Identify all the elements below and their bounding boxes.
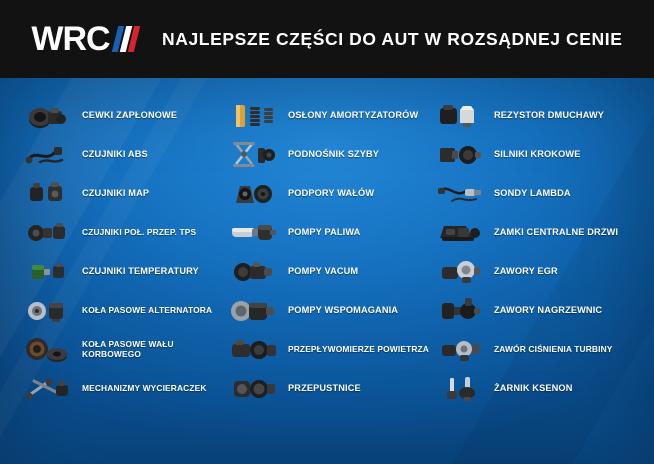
category-label: ZAWÓR CIŚNIENIA TURBINY [494,343,613,354]
tps-sensor-icon [20,216,76,250]
category-item-fuel-pump[interactable] [224,213,430,252]
category-label: ZAMKI CENTRALNE DRZWI [494,227,619,238]
category-label: POMPY PALIWA [288,227,361,238]
category-label: SILNIKI KROKOWE [494,149,581,160]
abs-sensor-icon [20,138,76,172]
category-label: CZUJNIKI POŁ. PRZEP. TPS [82,226,197,237]
category-item-wiper-mechanism[interactable] [18,369,224,408]
category-label: CZUJNIKI TEMPERATURY [82,266,199,277]
ignition-coil-icon [20,99,76,133]
category-label: SONDY LAMBDA [494,188,571,199]
category-label: CZUJNIKI MAP [82,188,150,199]
category-label: CZUJNIKI ABS [82,149,148,160]
stepper-motor-icon [432,138,488,172]
category-label: PODNOŚNIK SZYBY [288,149,380,160]
category-label: CEWKI ZAPŁONOWE [82,110,178,121]
category-item-air-flow-meter[interactable] [224,330,430,369]
fuel-pump-icon [226,216,282,250]
banner-headline: NAJLEPSZE CZĘŚCI DO AUT W ROZSĄDNEJ CENIE [162,28,623,49]
category-item-alternator-pulley[interactable] [18,291,224,330]
power-steering-pump-icon [226,294,282,328]
brand-stripes-icon [109,26,139,52]
category-item-shock-absorber-boot[interactable] [224,96,430,135]
map-sensor-icon [20,177,76,211]
throttle-body-icon [226,372,282,406]
alternator-pulley-icon [20,294,76,328]
category-label: MECHANIZMY WYCIERACZEK [82,382,207,393]
vacuum-pump-icon [226,255,282,289]
category-label: PRZEPUSTNICE [288,383,361,394]
central-lock-icon [432,216,488,250]
category-label: ZAWORY NAGRZEWNIC [494,305,603,316]
category-label: PRZEPŁYWOMIERZE POWIETRZA [288,343,430,354]
driveshaft-support-icon [226,177,282,211]
blower-resistor-icon [432,99,488,133]
temperature-sensor-icon [20,255,76,289]
category-item-egr-valve[interactable] [430,252,636,291]
heater-valve-icon [432,294,488,328]
category-label: ŻARNIK KSENON [494,383,573,394]
category-item-temperature-sensor[interactable] [18,252,224,291]
category-label: KOŁA PASOWE ALTERNATORA [82,304,213,315]
category-label: POMPY WSPOMAGANIA [288,305,399,316]
category-label: ZAWORY EGR [494,266,558,277]
product-category-grid [18,96,638,408]
category-item-crankshaft-pulley[interactable] [18,330,224,369]
category-label: OSŁONY AMORTYZATORÓW [288,110,419,121]
category-item-power-steering-pump[interactable] [224,291,430,330]
category-label: REZYSTOR DMUCHAWY [494,110,605,121]
category-item-stepper-motor[interactable] [430,135,636,174]
banner-header [0,0,654,78]
wiper-mechanism-icon [20,372,76,406]
category-item-window-regulator[interactable] [224,135,430,174]
lambda-probe-icon [432,177,488,211]
category-label: PODPORY WAŁÓW [288,188,375,199]
crankshaft-pulley-icon [20,333,76,367]
category-item-ignition-coil[interactable] [18,96,224,135]
air-flow-meter-icon [226,333,282,367]
category-item-map-sensor[interactable] [18,174,224,213]
category-item-driveshaft-support[interactable] [224,174,430,213]
category-item-tps-sensor[interactable] [18,213,224,252]
category-item-central-lock[interactable] [430,213,636,252]
brand-logo[interactable] [0,0,162,78]
category-item-lambda-probe[interactable] [430,174,636,213]
category-item-vacuum-pump[interactable] [224,252,430,291]
egr-valve-icon [432,255,488,289]
category-item-blower-resistor[interactable] [430,96,636,135]
category-item-heater-valve[interactable] [430,291,636,330]
xenon-bulb-icon [432,372,488,406]
category-item-xenon-bulb[interactable] [430,369,636,408]
brand-logo-text: WRC [31,20,110,58]
category-item-abs-sensor[interactable] [18,135,224,174]
category-label: POMPY VACUM [288,266,359,277]
category-item-throttle-body[interactable] [224,369,430,408]
shock-absorber-boot-icon [226,99,282,133]
category-item-turbo-pressure-valve[interactable] [430,330,636,369]
category-label: KOŁA PASOWE WAŁU KORBOWEGO [82,338,174,359]
window-regulator-icon [226,138,282,172]
turbo-pressure-valve-icon [432,333,488,367]
